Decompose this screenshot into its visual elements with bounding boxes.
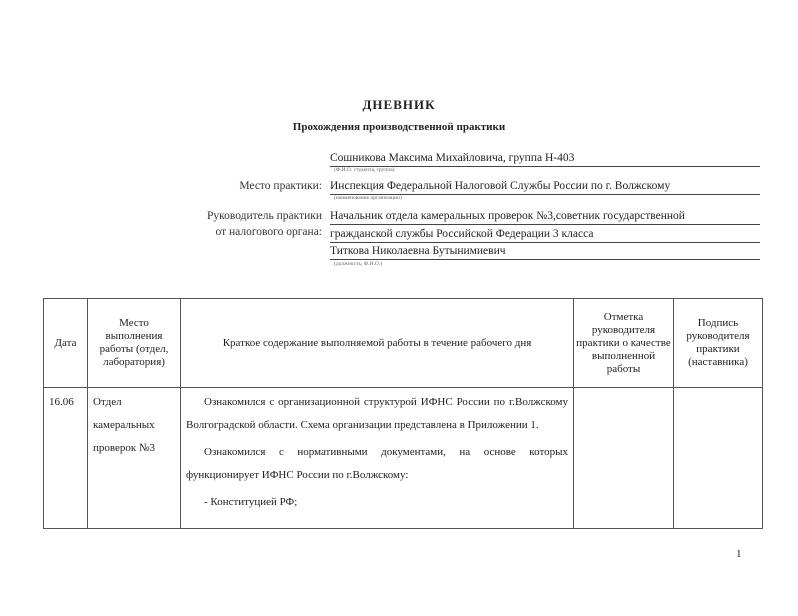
place-caption: (наименование организации) (334, 195, 402, 201)
supervisor-field-1: Начальник отдела камеральных проверок №3,советник государственной (330, 208, 760, 225)
header-place: Место выполнения работы (отдел, лаборатория) (88, 299, 181, 388)
row-content-cell (181, 388, 574, 529)
row-content-paragraph-1: Ознакомился с организационной структурой ИФНС России по г.Волжскому Волгоградской области. Схема организации представлена в Приложении 1. (186, 396, 568, 431)
header-date: Дата (44, 299, 88, 388)
supervisor-caption: (должность, Ф.И.О.) (334, 261, 383, 267)
header-signature: Подпись руководителя практики (наставника) (674, 299, 763, 388)
place-field: Инспекция Федеральной Налоговой Службы России по г. Волжскому (330, 178, 760, 195)
row-date-cell (44, 388, 88, 529)
page-number: 1 (736, 548, 742, 560)
row-date: 16.06 (49, 396, 74, 408)
header-mark: Отметка руководителя практики о качестве выполненной работы (574, 299, 674, 388)
row-mark-cell (574, 388, 674, 529)
header-content: Краткое содержание выполняемой работы в течение рабочего дня (181, 299, 574, 388)
supervisor-label-1: Руководитель практики (206, 210, 322, 222)
supervisor-label-2: от налогового органа: (215, 226, 322, 238)
student-name-field: Сошникова Максима Михайловича, группа Н-403 (330, 150, 760, 167)
row-content-bullet: - Конституцией РФ; (204, 496, 298, 508)
row-place-cell (88, 388, 181, 529)
supervisor-field-2: гражданской службы Российской Федерации 3 класса (330, 226, 760, 243)
table-row (44, 388, 763, 529)
student-caption: (Ф.И.О. студента, группа) (334, 167, 395, 173)
row-content-paragraph-2: Ознакомился с нормативными документами, на основе которых функционирует ИФНС России по г.Волжскому: (186, 446, 568, 481)
table-header-row (44, 299, 763, 388)
row-signature-cell (674, 388, 763, 529)
document-title: ДНЕВНИК (362, 97, 436, 112)
document-subtitle: Прохождения производственной практики (292, 121, 506, 133)
row-place: Отдел камеральных проверок №3 (93, 396, 155, 454)
supervisor-field-3: Титкова Николаевна Бутынимиевич (330, 243, 760, 260)
diary-table (43, 298, 763, 529)
place-label: Место практики: (239, 180, 322, 192)
